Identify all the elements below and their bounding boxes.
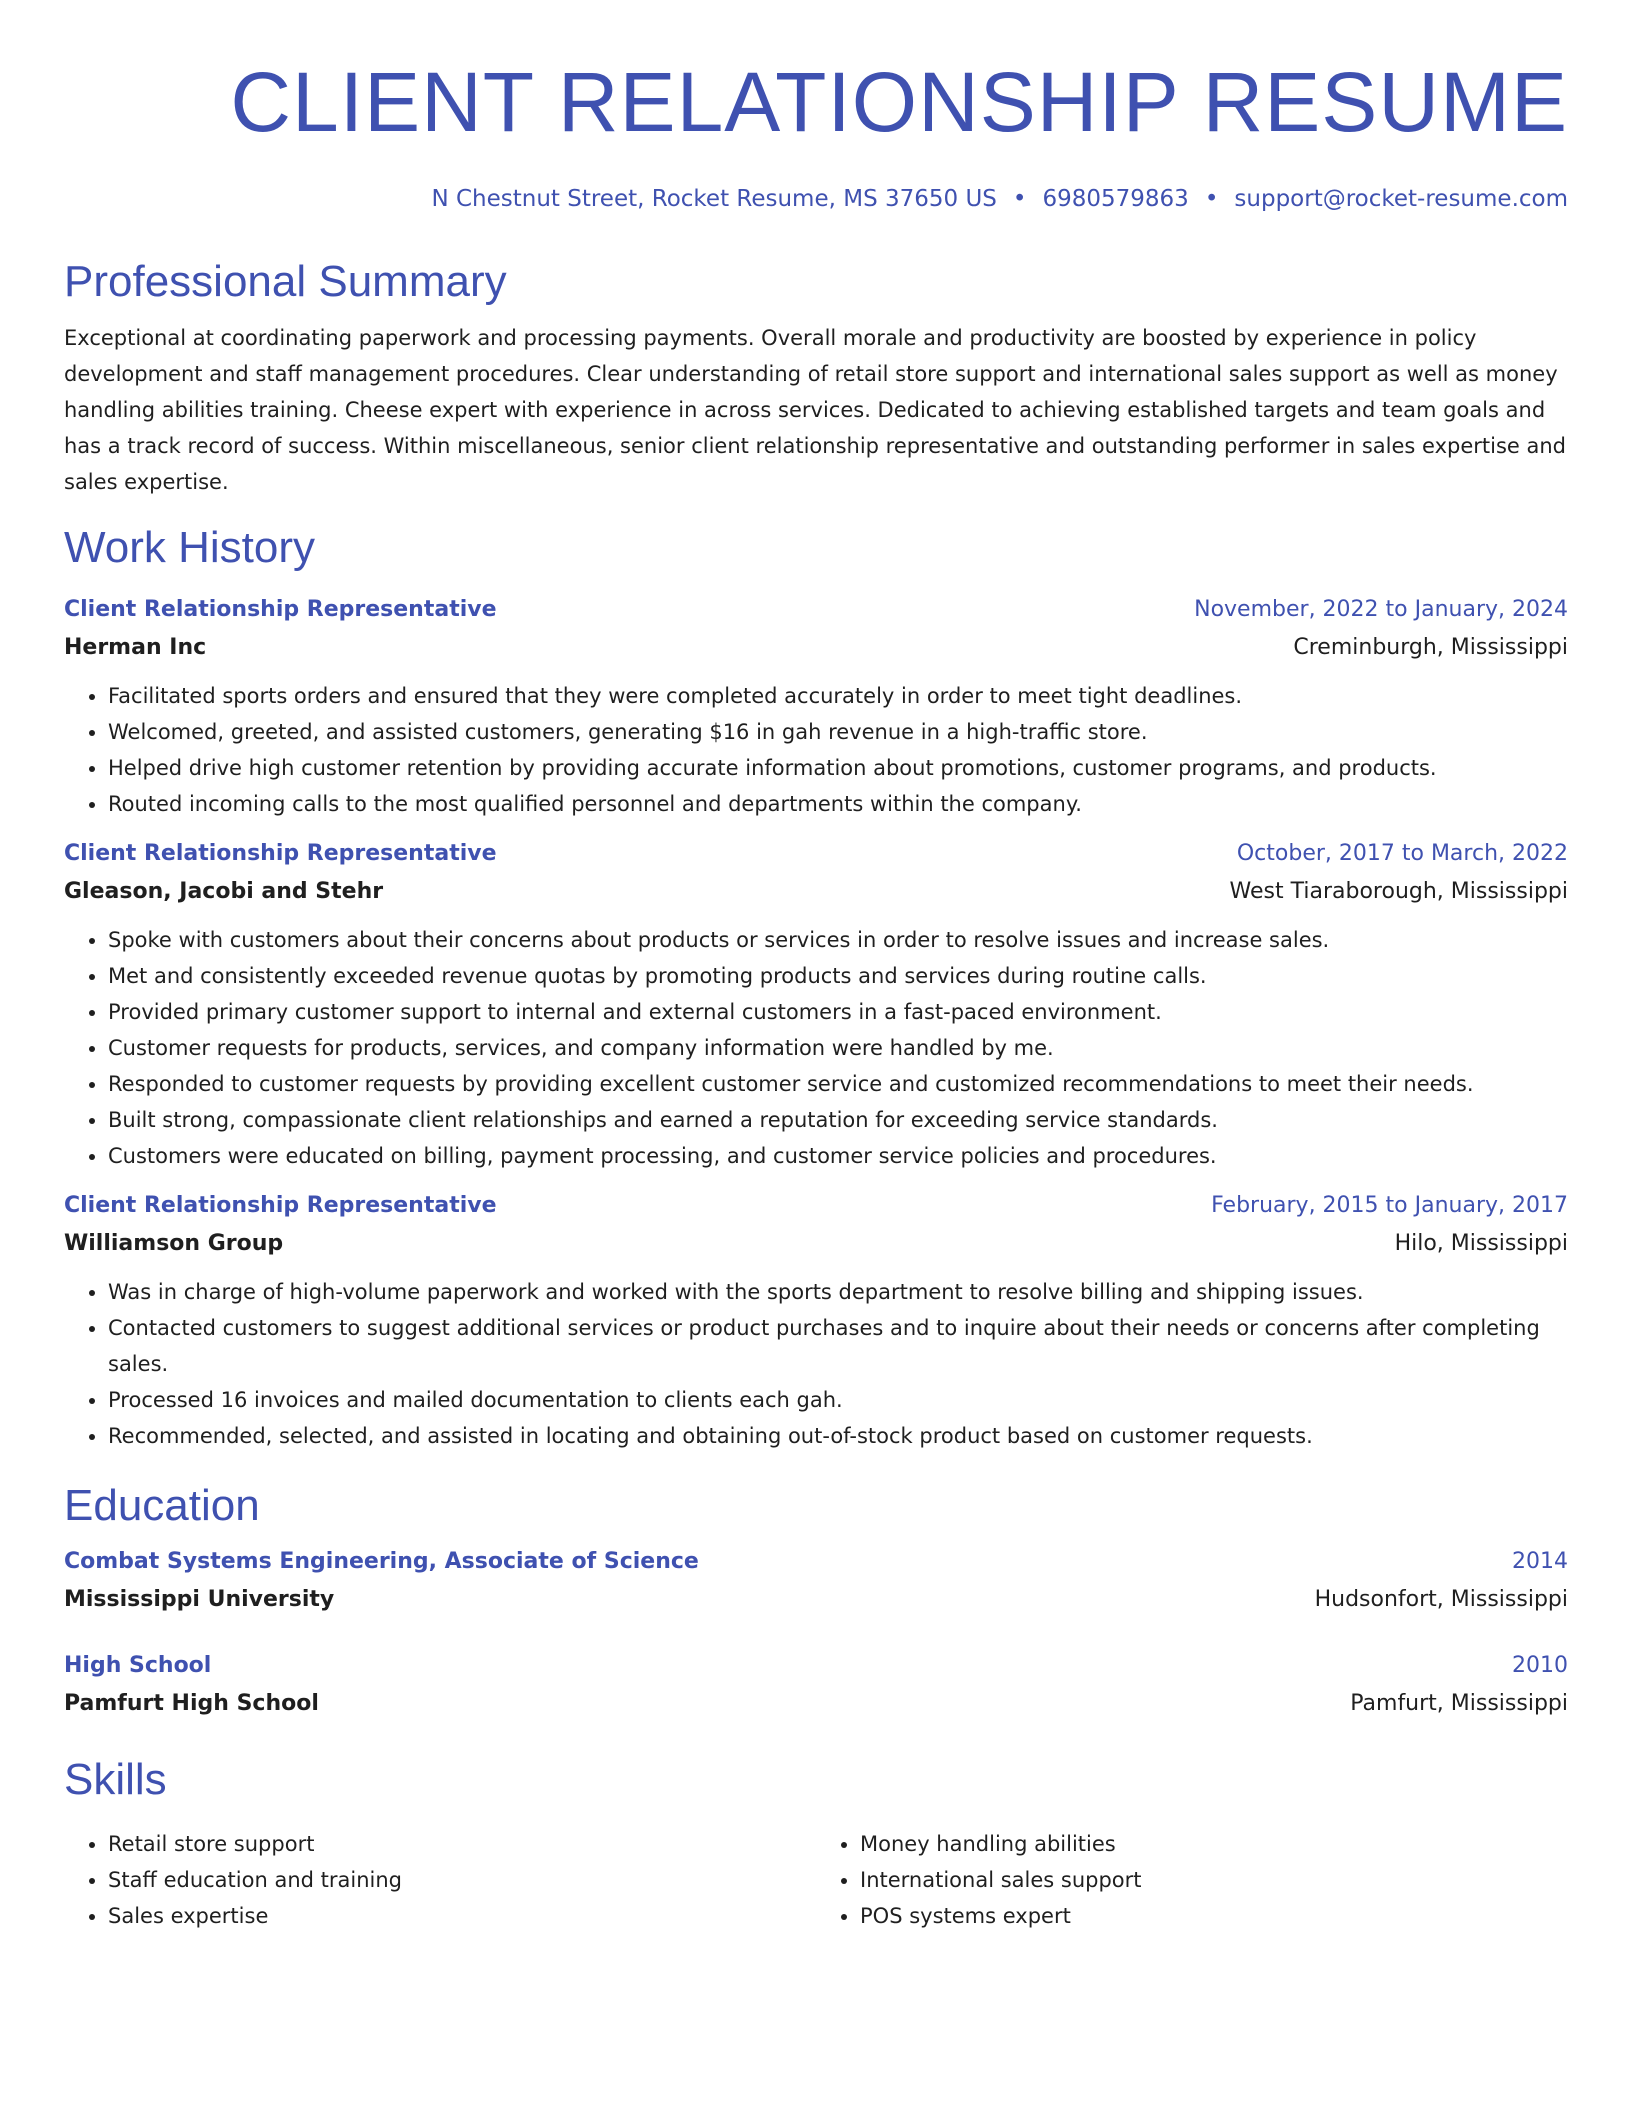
job-bullet: • Helped drive high customer retention by providing accurate information about promotions, customer programs, and products. [108,750,1568,786]
job-bullet: • Customers were educated on billing, payment processing, and customer service policies and procedures. [108,1138,1568,1174]
job-title: Client Relationship Representative [64,841,497,866]
education-year: 2014 [1512,1549,1568,1574]
education-entry [64,1648,1568,1724]
skill-item: • POS systems expert [860,1898,1568,1934]
job-bullet: • Recommended, selected, and assisted in locating and obtaining out-of-stock product based on customer requests. [108,1418,1568,1454]
resume-title: CLIENT RELATIONSHIP RESUME [230,55,1568,149]
job-bullet: • Customer requests for products, services, and company information were handled by me. [108,1030,1568,1066]
skill-item: • Staff education and training [108,1862,816,1898]
contact-line [64,182,1568,216]
job-location: West Tiaraborough, Mississippi [1229,879,1568,904]
job-bullet: • Was in charge of high-volume paperwork and worked with the sports department to resolve billing and shipping issues. [108,1274,1568,1310]
contact-email[interactable]: support@rocket-resume.com [1234,186,1568,212]
education-entry [64,1544,1568,1620]
skills-column-right [816,1826,1568,1934]
job-bullet: • Routed incoming calls to the most qualified personnel and departments within the company. [108,786,1568,822]
education-degree: High School [64,1653,212,1678]
skill-item: • Retail store support [108,1826,816,1862]
job-bullet: • Spoke with customers about their concerns about products or services in order to resolve issues and increase sales. [108,922,1568,958]
summary-text: Exceptional at coordinating paperwork and processing payments. Overall morale and productivity are boosted by experience in policy development and staff management procedures. Clear understanding of retail store support and international sales support as well as money handling abilities training. Cheese expert with experience in across services. Dedicated to achieving established targets and team goals and has a track record of success. Within miscellaneous, senior client relationship representative and outstanding performer in sales expertise and sales expertise. [64,326,1567,494]
job-title: Client Relationship Representative [64,1193,497,1218]
education-school: Pamfurt High School [64,1691,319,1716]
job-company: Herman Inc [64,635,207,660]
education-school: Mississippi University [64,1587,335,1612]
job-bullet: • Provided primary customer support to internal and external customers in a fast-paced environment. [108,994,1568,1030]
job-dates: November, 2022 to January, 2024 [1194,597,1568,622]
summary-heading: Professional Summary [64,257,507,306]
job-entry [64,1188,1568,1454]
job-dates: February, 2015 to January, 2017 [1211,1193,1568,1218]
skill-item: • International sales support [860,1862,1568,1898]
job-bullet: • Contacted customers to suggest additional services or product purchases and to inquire about their needs or concerns after completing sales. [108,1310,1568,1382]
job-bullet: • Welcomed, greeted, and assisted customers, generating $16 in gah revenue in a high-traffic store. [108,714,1568,750]
job-company: Williamson Group [64,1231,284,1256]
job-location: Creminburgh, Mississippi [1293,635,1568,660]
job-bullets [64,1274,1568,1454]
job-bullet: • Responded to customer requests by providing excellent customer service and customized recommendations to meet their needs. [108,1066,1568,1102]
job-bullet: • Processed 16 invoices and mailed documentation to clients each gah. [108,1382,1568,1418]
skill-item: • Sales expertise [108,1898,816,1934]
skills-heading: Skills [64,1755,167,1804]
job-location: Hilo, Mississippi [1394,1231,1568,1256]
job-company: Gleason, Jacobi and Stehr [64,879,384,904]
skills-list [64,1826,1568,1934]
work-history-heading: Work History [64,523,315,572]
job-bullets [64,678,1568,822]
resume-page [64,52,1568,1934]
education-degree: Combat Systems Engineering, Associate of Science [64,1549,699,1574]
skills-column-left [64,1826,816,1934]
job-bullet: • Met and consistently exceeded revenue quotas by promoting products and services during routine calls. [108,958,1568,994]
job-entry [64,836,1568,1174]
job-title: Client Relationship Representative [64,597,497,622]
education-heading: Education [64,1481,260,1530]
job-bullet: • Facilitated sports orders and ensured that they were completed accurately in order to meet tight deadlines. [108,678,1568,714]
job-entry [64,592,1568,822]
job-dates: October, 2017 to March, 2022 [1236,841,1568,866]
job-bullet: • Built strong, compassionate client relationships and earned a reputation for exceeding service standards. [108,1102,1568,1138]
contact-phone[interactable]: 6980579863 [1042,186,1189,212]
contact-separator: • [1012,186,1027,212]
contact-separator: • [1204,186,1219,212]
job-bullets [64,922,1568,1174]
contact-address: N Chestnut Street, Rocket Resume, MS 37650 US [431,186,997,212]
education-year: 2010 [1512,1653,1568,1678]
education-location: Hudsonfort, Mississippi [1314,1587,1568,1612]
education-location: Pamfurt, Mississippi [1350,1691,1568,1716]
skill-item: • Money handling abilities [860,1826,1568,1862]
